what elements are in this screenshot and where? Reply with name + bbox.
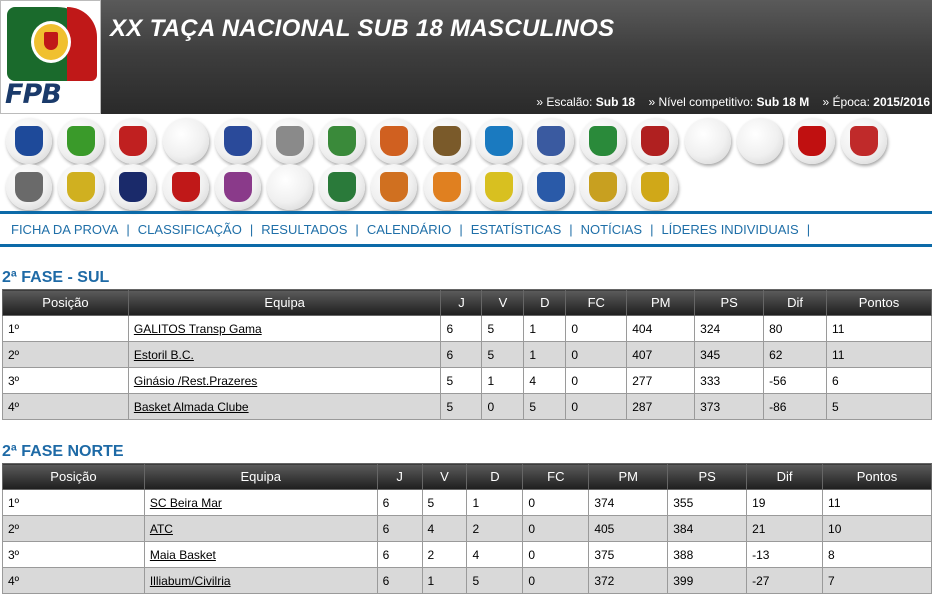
club-badge-yellow-black-icon xyxy=(67,172,95,202)
club-badge-salesianos-icon xyxy=(485,126,513,156)
club-badge-red-shield-icon xyxy=(119,126,147,156)
cell-dif: -86 xyxy=(764,394,827,420)
page-title: XX TAÇA NACIONAL SUB 18 MASCULINOS xyxy=(110,15,615,42)
cell-j: 5 xyxy=(441,368,482,394)
cell-j: 6 xyxy=(377,516,422,542)
cell-fc: 0 xyxy=(523,490,589,516)
column-header[interactable]: Equipa xyxy=(128,290,441,316)
team-cell xyxy=(144,542,377,568)
cell-pts: 8 xyxy=(823,542,932,568)
club-badge-basquete-ring-icon xyxy=(850,126,878,156)
table-row xyxy=(3,516,932,542)
cell-pm: 405 xyxy=(589,516,668,542)
cell-fc: 0 xyxy=(566,316,627,342)
column-header[interactable]: V xyxy=(422,464,467,490)
cell-pos: 2º xyxy=(3,516,145,542)
cell-d: 1 xyxy=(524,342,566,368)
column-header[interactable]: PM xyxy=(627,290,695,316)
club-badge-clube-sketch-icon xyxy=(15,172,43,202)
cell-fc: 0 xyxy=(523,516,589,542)
nav-divider-top xyxy=(0,211,932,214)
nav-separator: | xyxy=(126,222,130,237)
column-header[interactable]: PM xyxy=(589,464,668,490)
club-badge-orange-player[interactable] xyxy=(371,164,417,210)
nav-divider-bottom xyxy=(0,244,932,247)
club-badge-green-aac[interactable] xyxy=(319,118,365,164)
cell-j: 6 xyxy=(377,542,422,568)
column-header[interactable]: Pontos xyxy=(827,290,932,316)
club-badge-academia[interactable] xyxy=(6,118,52,164)
table-header-row xyxy=(3,464,932,490)
club-badge-yellow-black[interactable] xyxy=(58,164,104,210)
cell-dif: 21 xyxy=(747,516,823,542)
column-header[interactable]: Pontos xyxy=(823,464,932,490)
club-badge-cdtn[interactable] xyxy=(58,118,104,164)
nav-separator: | xyxy=(806,222,811,237)
cell-fc: 0 xyxy=(566,342,627,368)
table-row xyxy=(3,342,932,368)
nivel-label: » Nível competitivo: xyxy=(648,95,754,109)
club-badge-purple-triangle[interactable] xyxy=(215,164,261,210)
table-header-row xyxy=(3,290,932,316)
nav-item-líderes-individuais[interactable]: LÍDERES INDIVIDUAIS xyxy=(661,222,799,237)
cell-dif: -27 xyxy=(747,568,823,594)
epoca-label: » Época: xyxy=(822,95,870,109)
cell-pm: 374 xyxy=(589,490,668,516)
cell-fc: 0 xyxy=(566,368,627,394)
cell-v: 0 xyxy=(482,394,524,420)
epoca-value: 2015/2016 xyxy=(873,95,930,109)
cell-j: 6 xyxy=(377,490,422,516)
nav-separator: | xyxy=(459,222,463,237)
nav-item-classificação[interactable]: CLASSIFICAÇÃO xyxy=(137,222,242,237)
table-row xyxy=(3,368,932,394)
cell-v: 5 xyxy=(422,490,467,516)
club-badge-basket-blue[interactable] xyxy=(528,118,574,164)
cell-d: 1 xyxy=(467,490,523,516)
nav-separator: | xyxy=(569,222,573,237)
cell-pts: 11 xyxy=(823,490,932,516)
cell-pts: 5 xyxy=(827,394,932,420)
club-badge-atc-blue[interactable] xyxy=(528,164,574,210)
club-badge-blue-ring-icon xyxy=(224,126,252,156)
club-badge-green-animal-icon xyxy=(328,172,356,202)
club-badge-red-cross[interactable] xyxy=(163,164,209,210)
cell-dif: -56 xyxy=(764,368,827,394)
team-link[interactable]: SC Beira Mar xyxy=(149,495,222,510)
table-row xyxy=(3,568,932,594)
nav-separator: | xyxy=(650,222,654,237)
club-badge-blank-3[interactable] xyxy=(737,118,783,164)
standings-table-sul xyxy=(2,289,932,420)
table-row xyxy=(3,542,932,568)
column-header[interactable]: D xyxy=(524,290,566,316)
nivel-value: Sub 18 M xyxy=(756,95,810,109)
cell-pm: 404 xyxy=(627,316,695,342)
club-badge-grey-crest-icon xyxy=(276,126,304,156)
escalao-value: Sub 18 xyxy=(595,95,636,109)
cell-fc: 0 xyxy=(566,394,627,420)
cell-pts: 11 xyxy=(827,316,932,342)
club-badge-atc-blue-icon xyxy=(537,172,565,202)
team-cell xyxy=(144,568,377,594)
cell-v: 1 xyxy=(482,368,524,394)
team-link[interactable]: ATC xyxy=(149,521,173,536)
cell-ps: 373 xyxy=(695,394,764,420)
club-badge-yellow-dark-icon xyxy=(641,172,669,202)
club-badge-basquete-ring[interactable] xyxy=(841,118,887,164)
cell-v: 1 xyxy=(422,568,467,594)
team-cell xyxy=(128,368,441,394)
club-badge-basket-club-icon xyxy=(119,172,147,202)
team-cell xyxy=(128,316,441,342)
nav-item-calendário[interactable]: CALENDÁRIO xyxy=(366,222,452,237)
club-badge-green-aac-icon xyxy=(328,126,356,156)
cell-j: 6 xyxy=(441,316,482,342)
column-header[interactable]: Dif xyxy=(764,290,827,316)
club-badge-red-cross-icon xyxy=(172,172,200,202)
team-link[interactable]: Illiabum/Civilria xyxy=(149,573,231,588)
team-link[interactable]: Estoril B.C. xyxy=(133,347,194,362)
cell-pm: 277 xyxy=(627,368,695,394)
club-badge-red-green-icon xyxy=(641,126,669,156)
team-link[interactable]: Maia Basket xyxy=(149,547,216,562)
club-badge-red-green[interactable] xyxy=(632,118,678,164)
cell-d: 5 xyxy=(524,394,566,420)
club-badge-yellow-dark[interactable] xyxy=(632,164,678,210)
club-badge-grey-crest[interactable] xyxy=(267,118,313,164)
club-badge-basket-ball[interactable] xyxy=(371,118,417,164)
column-header[interactable]: V xyxy=(482,290,524,316)
club-badge-blue-ring[interactable] xyxy=(215,118,261,164)
team-cell xyxy=(144,516,377,542)
team-link[interactable]: Basket Almada Clube xyxy=(133,399,249,414)
club-badge-green-stripes[interactable] xyxy=(580,118,626,164)
cell-pts: 10 xyxy=(823,516,932,542)
standings-table-norte xyxy=(2,463,932,594)
column-header[interactable]: PS xyxy=(668,464,747,490)
column-header[interactable]: J xyxy=(377,464,422,490)
cell-dif: -13 xyxy=(747,542,823,568)
club-badge-pimpoes-icon xyxy=(433,172,461,202)
column-header[interactable]: Equipa xyxy=(144,464,377,490)
club-badge-academia-icon xyxy=(15,126,43,156)
cell-j: 6 xyxy=(377,568,422,594)
cell-j: 6 xyxy=(441,342,482,368)
club-badge-green-animal[interactable] xyxy=(319,164,365,210)
column-header[interactable]: PS xyxy=(695,290,764,316)
nav-item-estatísticas[interactable]: ESTATÍSTICAS xyxy=(470,222,562,237)
cell-ps: 399 xyxy=(668,568,747,594)
club-badge-clube-sketch[interactable] xyxy=(6,164,52,210)
nav-separator: | xyxy=(249,222,254,237)
club-badge-red-figure-icon xyxy=(798,126,826,156)
column-header[interactable]: FC xyxy=(523,464,589,490)
club-badge-blank-4[interactable] xyxy=(267,164,313,210)
section-title-norte: 2ª FASE NORTE xyxy=(2,443,124,460)
cell-v: 2 xyxy=(422,542,467,568)
team-cell xyxy=(128,394,441,420)
column-header[interactable]: Posição xyxy=(3,464,145,490)
club-badge-purple-triangle-icon xyxy=(224,172,252,202)
team-link[interactable]: GALITOS Transp Gama xyxy=(133,321,262,336)
cell-pos: 4º xyxy=(3,394,129,420)
club-badge-salesianos[interactable] xyxy=(476,118,522,164)
club-badge-yellow-net-icon xyxy=(485,172,513,202)
cell-pos: 4º xyxy=(3,568,145,594)
cell-pm: 375 xyxy=(589,542,668,568)
club-badge-basket-blue-icon xyxy=(537,126,565,156)
cell-pm: 407 xyxy=(627,342,695,368)
club-badge-basket-club[interactable] xyxy=(110,164,156,210)
team-cell xyxy=(144,490,377,516)
cell-d: 5 xyxy=(467,568,523,594)
cell-d: 2 xyxy=(467,516,523,542)
club-badge-gold-anchor[interactable] xyxy=(580,164,626,210)
cell-ps: 355 xyxy=(668,490,747,516)
nav-item-ficha-da-prova[interactable]: FICHA DA PROVA xyxy=(11,222,119,237)
cell-j: 5 xyxy=(441,394,482,420)
cell-ps: 333 xyxy=(695,368,764,394)
club-badge-red-shield[interactable] xyxy=(110,118,156,164)
column-header[interactable]: Posição xyxy=(3,290,129,316)
column-header[interactable]: J xyxy=(441,290,482,316)
cell-fc: 0 xyxy=(523,568,589,594)
cell-dif: 62 xyxy=(764,342,827,368)
club-badge-blank-1[interactable] xyxy=(163,118,209,164)
cell-ps: 388 xyxy=(668,542,747,568)
cell-d: 4 xyxy=(524,368,566,394)
club-badge-blank-2[interactable] xyxy=(685,118,731,164)
club-badge-pimpoes[interactable] xyxy=(424,164,470,210)
cell-pos: 3º xyxy=(3,542,145,568)
cell-d: 4 xyxy=(467,542,523,568)
cell-pos: 1º xyxy=(3,316,129,342)
table-row xyxy=(3,394,932,420)
cell-pos: 1º xyxy=(3,490,145,516)
cell-ps: 384 xyxy=(668,516,747,542)
fpb-emblem-icon xyxy=(7,7,97,81)
cell-fc: 0 xyxy=(523,542,589,568)
column-header[interactable]: D xyxy=(467,464,523,490)
club-badge-cbm-dog[interactable] xyxy=(424,118,470,164)
cell-pts: 7 xyxy=(823,568,932,594)
cell-dif: 80 xyxy=(764,316,827,342)
club-badge-red-figure[interactable] xyxy=(789,118,835,164)
cell-ps: 345 xyxy=(695,342,764,368)
club-badge-green-stripes-icon xyxy=(589,126,617,156)
cell-pm: 287 xyxy=(627,394,695,420)
section-title-sul: 2ª FASE - SUL xyxy=(2,269,110,286)
table-row xyxy=(3,490,932,516)
cell-pos: 2º xyxy=(3,342,129,368)
table-row xyxy=(3,316,932,342)
cell-dif: 19 xyxy=(747,490,823,516)
nav-separator: | xyxy=(355,222,359,237)
column-header[interactable]: Dif xyxy=(747,464,823,490)
cell-v: 5 xyxy=(482,316,524,342)
club-badge-cdtn-icon xyxy=(67,126,95,156)
logo-text: FPB xyxy=(5,79,61,110)
cell-ps: 324 xyxy=(695,316,764,342)
fpb-logo[interactable] xyxy=(0,0,101,114)
escalao-label: » Escalão: xyxy=(536,95,593,109)
cell-pts: 11 xyxy=(827,342,932,368)
competition-meta xyxy=(526,95,930,109)
cell-pts: 6 xyxy=(827,368,932,394)
club-badge-basket-ball-icon xyxy=(380,126,408,156)
page-header xyxy=(0,0,932,114)
team-cell xyxy=(128,342,441,368)
column-header[interactable]: FC xyxy=(566,290,627,316)
main-nav xyxy=(11,222,818,237)
club-badge-yellow-net[interactable] xyxy=(476,164,522,210)
cell-pm: 372 xyxy=(589,568,668,594)
cell-d: 1 xyxy=(524,316,566,342)
nav-item-resultados[interactable]: RESULTADOS xyxy=(261,222,348,237)
club-badge-gold-anchor-icon xyxy=(589,172,617,202)
cell-pos: 3º xyxy=(3,368,129,394)
club-badge-orange-player-icon xyxy=(380,172,408,202)
cell-v: 4 xyxy=(422,516,467,542)
nav-item-notícias[interactable]: NOTÍCIAS xyxy=(580,222,643,237)
cell-v: 5 xyxy=(482,342,524,368)
club-badge-cbm-dog-icon xyxy=(433,126,461,156)
team-link[interactable]: Ginásio /Rest.Prazeres xyxy=(133,373,258,388)
